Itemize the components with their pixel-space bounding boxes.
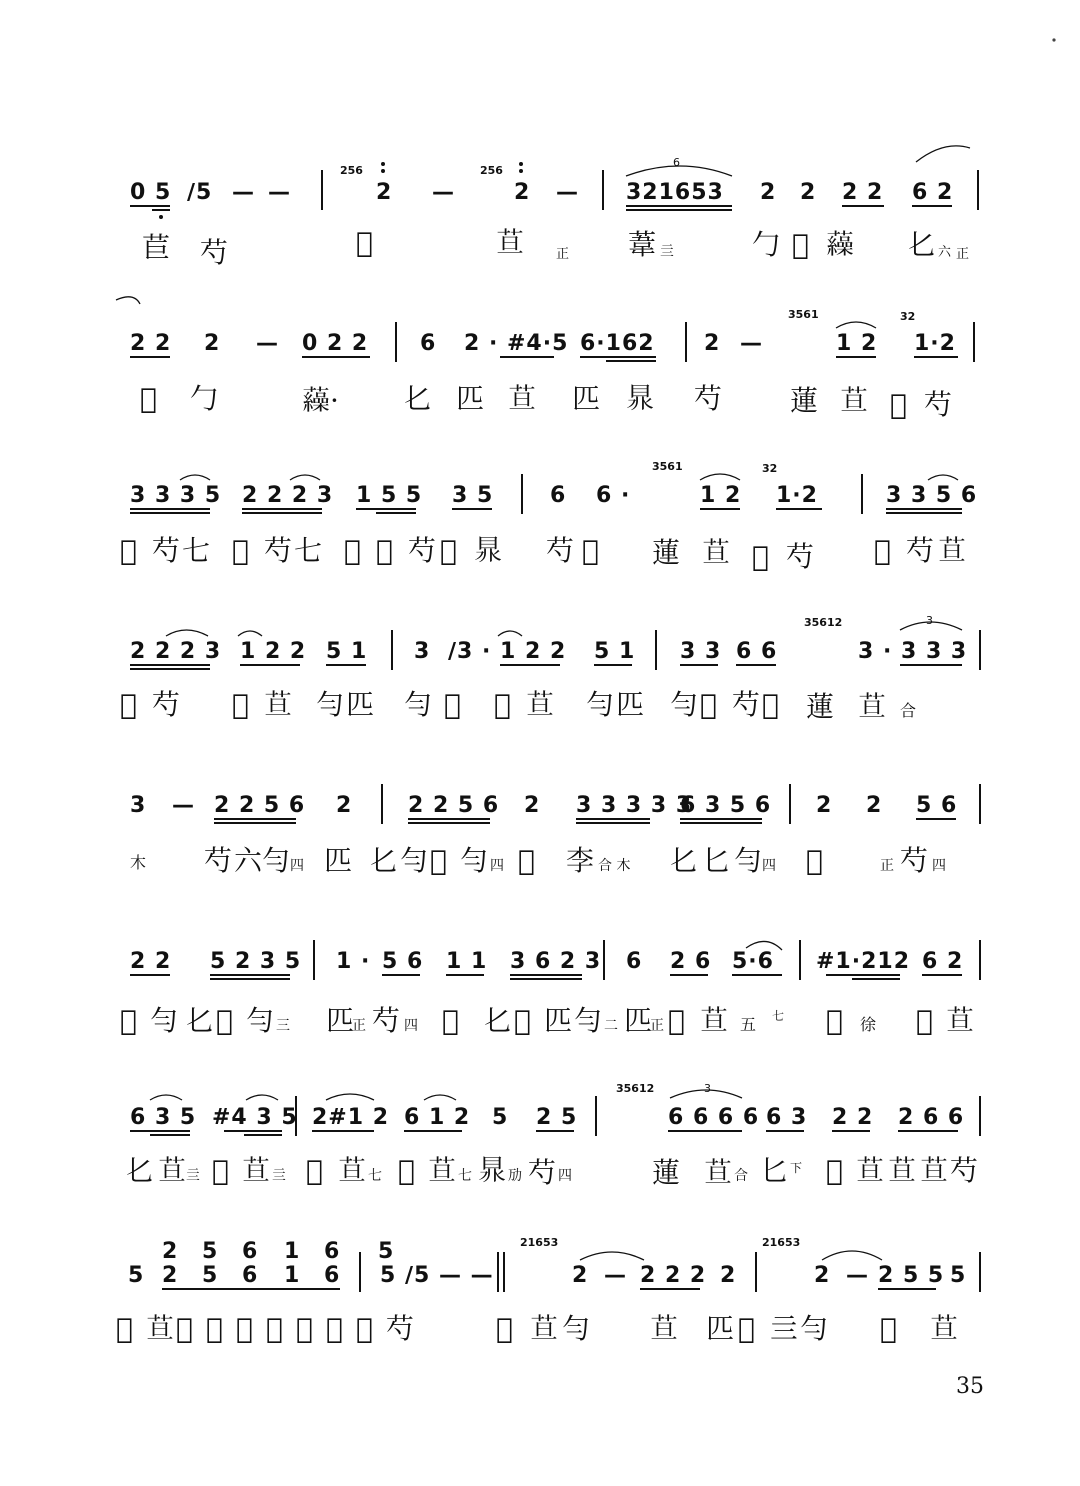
svg-text:正: 正 bbox=[880, 858, 894, 874]
tab-char: 𥅀 bbox=[626, 382, 655, 415]
tab-char: 勻 bbox=[670, 688, 699, 721]
tab-char: 六 bbox=[234, 844, 263, 877]
note-group: 2 2 2 3 bbox=[130, 639, 222, 664]
tab-char: 勻 bbox=[404, 688, 433, 721]
note-group: 2 6 bbox=[670, 949, 712, 974]
tab-char: 𠤎 bbox=[186, 1004, 215, 1037]
note-group: 2 2 2 3 bbox=[242, 483, 334, 508]
tab-char: 𠤎 bbox=[404, 382, 433, 415]
system-8 bbox=[116, 1236, 980, 1345]
tab-char: 𦬑 bbox=[306, 1154, 323, 1187]
tab-char: 𥅀 bbox=[478, 1154, 507, 1187]
tab-char: 𦬑 bbox=[344, 534, 361, 567]
note: 2 bbox=[866, 793, 883, 818]
tab-char: 𦬹 bbox=[858, 690, 887, 723]
note: 2 2 bbox=[130, 331, 172, 356]
tab-char: 勻 bbox=[246, 1004, 275, 1037]
tab-char: 𦬑 bbox=[762, 688, 779, 721]
svg-text:七: 七 bbox=[772, 1009, 785, 1023]
note: 1 · bbox=[336, 949, 371, 974]
note-group: 2 5 bbox=[536, 1105, 578, 1130]
tab-char: 𥅀 bbox=[474, 534, 503, 567]
note-group: 3 6 2 3 bbox=[510, 949, 602, 974]
tab-char: 芍 bbox=[152, 688, 181, 721]
tab-char: 芍 bbox=[152, 534, 181, 567]
grace-notes: 3561 bbox=[788, 308, 819, 321]
tab-char: 𧅂 bbox=[826, 228, 855, 261]
system-2 bbox=[116, 297, 974, 421]
note: 3 bbox=[130, 793, 147, 818]
note: 6 bbox=[626, 949, 643, 974]
tab-char: 𦬑 bbox=[232, 688, 249, 721]
note-group: 3 5 bbox=[452, 483, 494, 508]
tab-char: 芍 bbox=[372, 1004, 401, 1037]
tab-char: 𦬹 bbox=[930, 1312, 959, 1345]
tab-char: 芍 bbox=[906, 534, 935, 567]
tab-char: 𦬑 bbox=[140, 382, 157, 415]
note: 1·2 bbox=[914, 331, 956, 356]
tab-char: 勹 bbox=[190, 382, 219, 415]
tab-char: 𦬑 bbox=[430, 844, 447, 877]
note-group: 3 3 bbox=[680, 639, 722, 664]
svg-text:木: 木 bbox=[130, 853, 147, 872]
note: 3 bbox=[414, 639, 431, 664]
tab-char: 𠤎 bbox=[126, 1154, 155, 1187]
system-6 bbox=[120, 940, 980, 1037]
note: 5 bbox=[202, 1263, 219, 1288]
tab-char: 芍 bbox=[694, 382, 723, 415]
tab-char: 𦬑 bbox=[514, 1004, 531, 1037]
note-group: 3 · 3 3 3 bbox=[858, 639, 968, 664]
tab-char: 𦬹 bbox=[146, 1312, 175, 1345]
tab-char: 芍 bbox=[900, 844, 929, 877]
tab-char: 勻 bbox=[574, 1004, 603, 1037]
note-group: 321653 bbox=[626, 180, 724, 205]
tab-char: 𦬑 bbox=[212, 1154, 229, 1187]
svg-text:合 木: 合 木 bbox=[598, 858, 631, 874]
tab-char: 𦬑 bbox=[120, 688, 137, 721]
note: 2 · #4·5 bbox=[464, 331, 569, 356]
note: 2 bbox=[816, 793, 833, 818]
note-group: 2 2 bbox=[130, 949, 172, 974]
svg-text:七: 七 bbox=[368, 1168, 382, 1184]
tab-char: 𦬹 bbox=[158, 1154, 187, 1187]
svg-text:三: 三 bbox=[276, 1018, 290, 1034]
tab-char: 勻 bbox=[150, 1004, 179, 1037]
note-group: 2 6 6 bbox=[898, 1105, 965, 1130]
grace-notes: 32 bbox=[762, 462, 778, 475]
note: 6 2 bbox=[912, 180, 954, 205]
note-group: 1 2 2 bbox=[240, 639, 307, 664]
tab-char: 𦬑 bbox=[880, 1312, 897, 1345]
note-group: ∕3 · 1 2 2 bbox=[448, 639, 567, 664]
note: 2 bbox=[162, 1263, 179, 1288]
svg-text:七: 七 bbox=[458, 1168, 472, 1184]
note: 1 2 bbox=[700, 483, 742, 508]
tab-char: 𦬹 bbox=[920, 1154, 949, 1187]
svg-text:二: 二 bbox=[604, 1018, 618, 1034]
note: 2 bbox=[204, 331, 221, 356]
tab-char: 𦬑 bbox=[356, 1312, 373, 1345]
note-group: 3 3 5 6 bbox=[886, 483, 978, 508]
note-group: 5 6 bbox=[916, 793, 958, 818]
note-group: 2 2 5 6 bbox=[214, 793, 306, 818]
note-group: 6 1 2 bbox=[404, 1105, 471, 1130]
tab-char: 𦬑 bbox=[440, 534, 457, 567]
tab-char: 葦 bbox=[628, 228, 657, 261]
tab-char: 𦬹 bbox=[338, 1154, 367, 1187]
note: 5 bbox=[492, 1105, 509, 1130]
note-group: 2 5 5 bbox=[878, 1263, 945, 1288]
tab-char: 𦬑 bbox=[890, 388, 907, 421]
tab-char: 𦬹 bbox=[650, 1312, 679, 1345]
tab-char: 𧅂· bbox=[302, 384, 339, 417]
tab-char: 𦬹 bbox=[264, 688, 293, 721]
tab-char: 𦬑 bbox=[494, 688, 511, 721]
svg-text:6: 6 bbox=[673, 156, 680, 169]
tab-char: 𦬑 bbox=[496, 1312, 513, 1345]
note: 2 bbox=[514, 180, 531, 205]
note-group: 5·6 bbox=[732, 949, 774, 974]
tab-char: 蓮 bbox=[790, 384, 819, 417]
note-group: 2 2 bbox=[832, 1105, 874, 1130]
note: ∕5 bbox=[187, 180, 213, 205]
note: 2 2 bbox=[842, 180, 884, 205]
svg-text:合: 合 bbox=[734, 1168, 748, 1184]
tab-char: 𦬑 bbox=[206, 1312, 223, 1345]
tab-char: 𦬑 bbox=[806, 844, 823, 877]
grace-notes: 256 bbox=[480, 164, 503, 177]
note-group: 6 6 bbox=[736, 639, 778, 664]
tab-char: 匹 bbox=[346, 688, 375, 721]
note: 2 bbox=[704, 331, 721, 356]
note-group: #4 3 5 bbox=[212, 1105, 298, 1130]
note-group: 5 1 bbox=[594, 639, 636, 664]
note: 5 bbox=[202, 1239, 219, 1264]
note: 2 bbox=[336, 793, 353, 818]
tab-char: 𦬹 bbox=[508, 382, 537, 415]
tab-char: 𠤎 bbox=[908, 228, 937, 261]
tab-char: 匹 bbox=[326, 1004, 355, 1037]
tab-char: 芍 bbox=[786, 540, 815, 573]
svg-text:亖: 亖 bbox=[186, 1168, 200, 1184]
note: 2 bbox=[162, 1239, 179, 1264]
note: 2 bbox=[800, 180, 817, 205]
tab-char: 𦬑 bbox=[916, 1004, 933, 1037]
svg-text:六: 六 bbox=[938, 245, 952, 260]
tab-char: 𦬹 bbox=[938, 534, 967, 567]
tab-char: 𦬹 bbox=[702, 536, 731, 569]
tab-char: 𦬑 bbox=[216, 1004, 233, 1037]
note: — bbox=[172, 793, 195, 818]
note-group: 1 5 5 bbox=[356, 483, 423, 508]
tab-char: 匹 bbox=[616, 688, 645, 721]
note: 2 bbox=[572, 1263, 589, 1288]
svg-text:合: 合 bbox=[900, 701, 917, 720]
tab-char: 𦬹 bbox=[888, 1154, 917, 1187]
tab-char: 匕 bbox=[760, 1154, 789, 1187]
grace-notes: 32 bbox=[900, 310, 916, 323]
svg-text:正: 正 bbox=[650, 1018, 664, 1034]
tab-char: 𦬹 bbox=[840, 384, 869, 417]
note: — bbox=[432, 180, 455, 205]
tab-char: 勻 bbox=[316, 688, 345, 721]
tab-char: 𦬑 bbox=[120, 534, 137, 567]
tab-char: 𦬑 bbox=[376, 534, 393, 567]
tab-char: 芍 bbox=[204, 844, 233, 877]
note-group: 2#1 2 bbox=[312, 1105, 390, 1130]
tab-char: 𦬹 bbox=[700, 1004, 729, 1037]
tab-char: 𦬑 bbox=[874, 534, 891, 567]
tab-char: 勻 bbox=[400, 844, 429, 877]
tab-char: 勹 bbox=[752, 228, 781, 261]
grace-notes: 256 bbox=[340, 164, 363, 177]
tab-char: 勻 bbox=[262, 844, 291, 877]
svg-text:3: 3 bbox=[704, 1082, 711, 1095]
note: 5 bbox=[378, 1239, 395, 1264]
corner-mark bbox=[1052, 38, 1055, 41]
tab-char: 𦬑 bbox=[668, 1004, 685, 1037]
tab-char: 𦬹 bbox=[496, 226, 525, 259]
system-4 bbox=[120, 614, 980, 723]
tab-char: 𦬑 bbox=[326, 1312, 343, 1345]
tab-char: 蓮 bbox=[806, 690, 835, 723]
note: 0 bbox=[130, 180, 147, 205]
note: 6 · bbox=[596, 483, 631, 508]
note: 5 bbox=[950, 1263, 967, 1288]
tab-char: 七 bbox=[294, 534, 323, 567]
tab-char: 亖 bbox=[770, 1312, 799, 1345]
note-group: 6 2 bbox=[922, 949, 964, 974]
tab-char: 勻 bbox=[800, 1312, 829, 1345]
note: 2 bbox=[720, 1263, 737, 1288]
tab-char: 芍 bbox=[386, 1312, 415, 1345]
note: — bbox=[740, 331, 763, 356]
tab-char: 芍 bbox=[924, 388, 953, 421]
svg-text:四: 四 bbox=[932, 858, 946, 874]
tab-char: 𦬑 bbox=[356, 226, 373, 259]
grace-notes: 21653 bbox=[762, 1236, 801, 1249]
svg-text:四: 四 bbox=[290, 858, 304, 874]
svg-text:劢: 劢 bbox=[508, 1168, 522, 1184]
note: 2 bbox=[814, 1263, 831, 1288]
tab-char: 𦬑 bbox=[120, 1004, 137, 1037]
note-group: 2 2 5 6 bbox=[408, 793, 500, 818]
grace-notes: 35612 bbox=[616, 1082, 655, 1095]
tab-char: 蓮 bbox=[652, 536, 681, 569]
note: 2 bbox=[760, 180, 777, 205]
note: 6 bbox=[242, 1239, 259, 1264]
svg-text:正: 正 bbox=[556, 247, 570, 262]
note: 6 bbox=[324, 1263, 341, 1288]
system-7 bbox=[126, 1082, 980, 1189]
tab-char: 芍 bbox=[546, 534, 575, 567]
system-1-tablature bbox=[142, 226, 969, 269]
svg-text:四: 四 bbox=[762, 858, 776, 874]
note: — bbox=[556, 180, 579, 205]
tab-char: 𦬹 bbox=[704, 1156, 733, 1189]
svg-text:下: 下 bbox=[790, 1161, 803, 1175]
note-group: 5 2 3 5 bbox=[210, 949, 302, 974]
svg-text:亖: 亖 bbox=[660, 244, 674, 260]
note-group: 6 3 bbox=[766, 1105, 808, 1130]
tab-char: 七 bbox=[182, 534, 211, 567]
grace-notes: 35612 bbox=[804, 616, 843, 629]
tab-char: 芍 bbox=[408, 534, 437, 567]
tab-char: 匹 bbox=[624, 1004, 653, 1037]
tab-char: 𦬑 bbox=[236, 1312, 253, 1345]
note: — bbox=[846, 1263, 869, 1288]
tab-char: 𦬑 bbox=[738, 1312, 755, 1345]
note-group: 6 3 5 6 bbox=[680, 793, 772, 818]
tab-char: 匹 bbox=[706, 1312, 735, 1345]
tab-char: 匹 bbox=[572, 382, 601, 415]
note: 1 bbox=[284, 1263, 301, 1288]
note: — bbox=[604, 1263, 627, 1288]
note-group: #1·212 bbox=[816, 949, 911, 974]
tab-char: 芍 bbox=[950, 1154, 979, 1187]
note: — bbox=[268, 180, 291, 205]
tab-char: 芍 bbox=[200, 236, 229, 269]
tab-char: 𦬹 bbox=[526, 688, 555, 721]
tab-char: 𦬑 bbox=[444, 688, 461, 721]
svg-text:四: 四 bbox=[490, 858, 504, 874]
page-number: 35 bbox=[956, 1374, 984, 1399]
tab-char: 𦬑 bbox=[518, 844, 535, 877]
svg-text:正: 正 bbox=[956, 247, 970, 262]
tab-char: 𠤎 bbox=[484, 1004, 513, 1037]
note-group: 1 1 bbox=[446, 949, 488, 974]
note: 2 bbox=[524, 793, 541, 818]
tab-char: 𠤎 bbox=[370, 844, 399, 877]
tab-char: 𦬑 bbox=[700, 688, 717, 721]
tab-char: 勻 bbox=[734, 844, 763, 877]
note: — bbox=[232, 180, 255, 205]
note: 2 bbox=[376, 180, 393, 205]
svg-text:亖: 亖 bbox=[272, 1168, 286, 1184]
grace-notes: 3561 bbox=[652, 460, 683, 473]
system-1 bbox=[130, 146, 978, 269]
tab-char: 𩿵 bbox=[792, 228, 809, 261]
note: 6 bbox=[242, 1263, 259, 1288]
note: 5 bbox=[128, 1263, 145, 1288]
tab-char: 勻 bbox=[562, 1312, 591, 1345]
tab-char: 𦬑 bbox=[826, 1004, 843, 1037]
tab-char: 𦬹 bbox=[428, 1154, 457, 1187]
svg-text:3: 3 bbox=[926, 614, 933, 627]
svg-text:五: 五 bbox=[740, 1015, 757, 1034]
tab-char: 芍 bbox=[732, 688, 761, 721]
tab-char: 𦬑 bbox=[442, 1004, 459, 1037]
svg-text:徐: 徐 bbox=[860, 1015, 877, 1034]
note-group: 2 2 2 bbox=[640, 1263, 707, 1288]
note: 1·2 bbox=[776, 483, 818, 508]
tab-char: 蓮 bbox=[652, 1156, 681, 1189]
tab-char: 𦬑 bbox=[398, 1154, 415, 1187]
tab-char: 𦬑 bbox=[116, 1312, 133, 1345]
note-group: 6 3 5 bbox=[130, 1105, 197, 1130]
note: 6 bbox=[420, 331, 437, 356]
svg-text:四: 四 bbox=[404, 1018, 418, 1034]
tab-char: 芍 bbox=[264, 534, 293, 567]
tab-char: 匹 bbox=[324, 844, 353, 877]
note: 0 2 2 bbox=[302, 331, 369, 356]
tab-char: 𠤎 bbox=[670, 844, 699, 877]
note: 6 bbox=[550, 483, 567, 508]
tab-char: 𦬑 bbox=[176, 1312, 193, 1345]
note-group: 5 1 bbox=[326, 639, 368, 664]
tab-char: 𦬹 bbox=[242, 1154, 271, 1187]
tab-char: 𦬑 bbox=[826, 1154, 843, 1187]
tab-char: 𦬑 bbox=[232, 534, 249, 567]
note: 1 bbox=[284, 1239, 301, 1264]
tab-char: 𦬑 bbox=[582, 534, 599, 567]
system-1-notation bbox=[130, 146, 978, 219]
tab-char: 李 bbox=[566, 844, 595, 877]
tab-char: 勻 bbox=[586, 688, 615, 721]
tab-char: 𦬑 bbox=[266, 1312, 283, 1345]
tab-char: 芍 bbox=[528, 1156, 557, 1189]
note: 5 ∕5 — — bbox=[380, 1263, 494, 1288]
tab-char: 匹 bbox=[544, 1004, 573, 1037]
note: 6 bbox=[324, 1239, 341, 1264]
grace-notes: 21653 bbox=[520, 1236, 559, 1249]
note-group: 5 6 bbox=[382, 949, 424, 974]
note-group: 3 3 3 5 bbox=[130, 483, 222, 508]
tab-char: 匹 bbox=[456, 382, 485, 415]
system-3 bbox=[120, 460, 977, 573]
note-group: 6·162 bbox=[580, 331, 655, 356]
tab-char: 匕 bbox=[702, 844, 731, 877]
tab-char: 𦬹 bbox=[530, 1312, 559, 1345]
tab-char: 𦬑 bbox=[296, 1312, 313, 1345]
system-5 bbox=[130, 784, 980, 877]
tab-char: 𦬹 bbox=[946, 1004, 975, 1037]
note: 1 2 bbox=[836, 331, 878, 356]
note: 5 bbox=[155, 180, 172, 205]
tab-char: 𦬑 bbox=[752, 540, 769, 573]
note-group: 6 6 6 6 bbox=[668, 1105, 760, 1130]
tab-char: 苣 bbox=[142, 231, 171, 264]
tab-char: 勻 bbox=[460, 844, 489, 877]
svg-text:四: 四 bbox=[558, 1168, 572, 1184]
note-group: 3 3 3 3 3 bbox=[576, 793, 693, 818]
note: — bbox=[256, 331, 279, 356]
tab-char: 𦬹 bbox=[856, 1154, 885, 1187]
svg-text:正: 正 bbox=[352, 1018, 366, 1034]
